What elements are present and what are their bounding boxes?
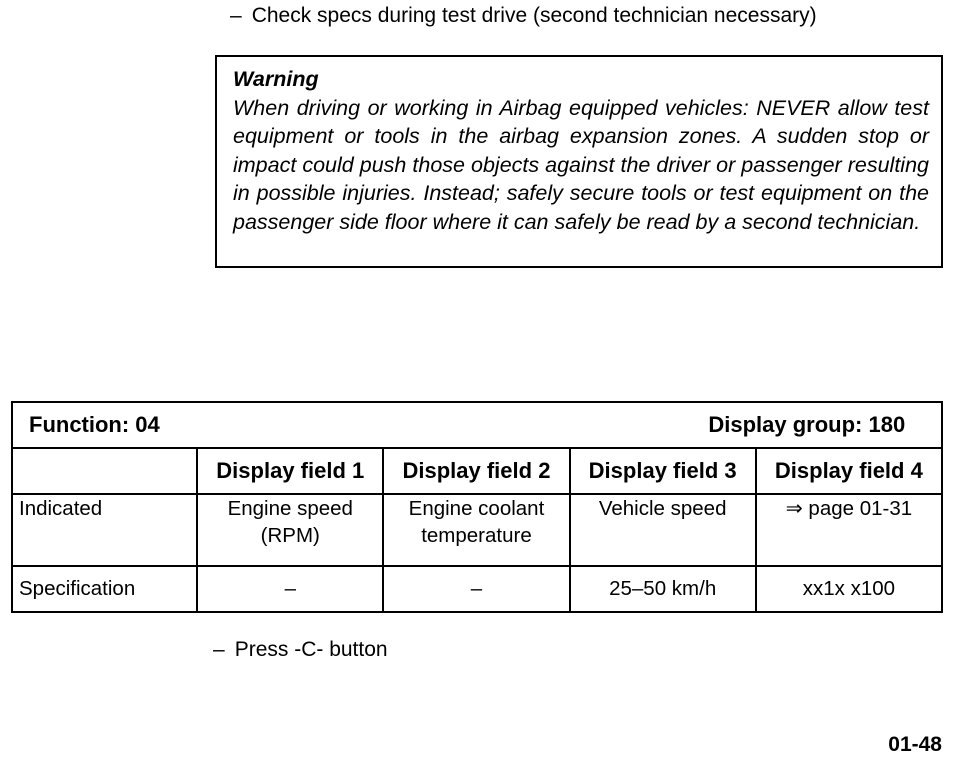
warning-title: Warning (233, 67, 319, 91)
instruction-check-specs (230, 4, 817, 28)
table-row (12, 566, 942, 612)
instruction-text: Check specs during test drive (second technician necessary) (251, 4, 817, 27)
table-cell: 25–50 km/h (570, 566, 756, 612)
bullet-dash: – (230, 4, 242, 27)
empty-header-cell (12, 448, 197, 494)
row-label: Specification (12, 566, 197, 612)
table-row (12, 494, 942, 566)
column-header-row (12, 448, 942, 494)
column-header: Display field 3 (570, 448, 756, 494)
function-label: Function: 04 (12, 402, 383, 448)
table-cell: xx1x x100 (756, 566, 942, 612)
table-header-row (12, 402, 942, 448)
table-cell: Engine speed (RPM) (197, 494, 383, 566)
warning-box (215, 55, 943, 268)
warning-body: When driving or working in Airbag equipped vehicles: NEVER allow test equipment or tools in the airbag expansion zones. A sudden stop or impact could push those objects against the driver or passenger resulting in possible injuries. Instead; safely secure tools or test equipment on the passenger side floor where it can safely be read by a second technician. (233, 95, 929, 234)
column-header: Display field 2 (383, 448, 569, 494)
bullet-dash: – (213, 638, 225, 661)
page-reference-link[interactable]: ⇒ page 01-31 (756, 494, 942, 566)
instruction-text: Press -C- button (234, 638, 388, 661)
column-header: Display field 4 (756, 448, 942, 494)
page-number: 01-48 (888, 733, 942, 756)
table-cell: – (383, 566, 569, 612)
instruction-press-button (213, 638, 388, 662)
display-group-label: Display group: 180 (383, 402, 942, 448)
display-group-table (11, 401, 943, 613)
table-cell: Engine coolant temperature (383, 494, 569, 566)
row-label: Indicated (12, 494, 197, 566)
column-header: Display field 1 (197, 448, 383, 494)
table-cell: Vehicle speed (570, 494, 756, 566)
table-cell: – (197, 566, 383, 612)
